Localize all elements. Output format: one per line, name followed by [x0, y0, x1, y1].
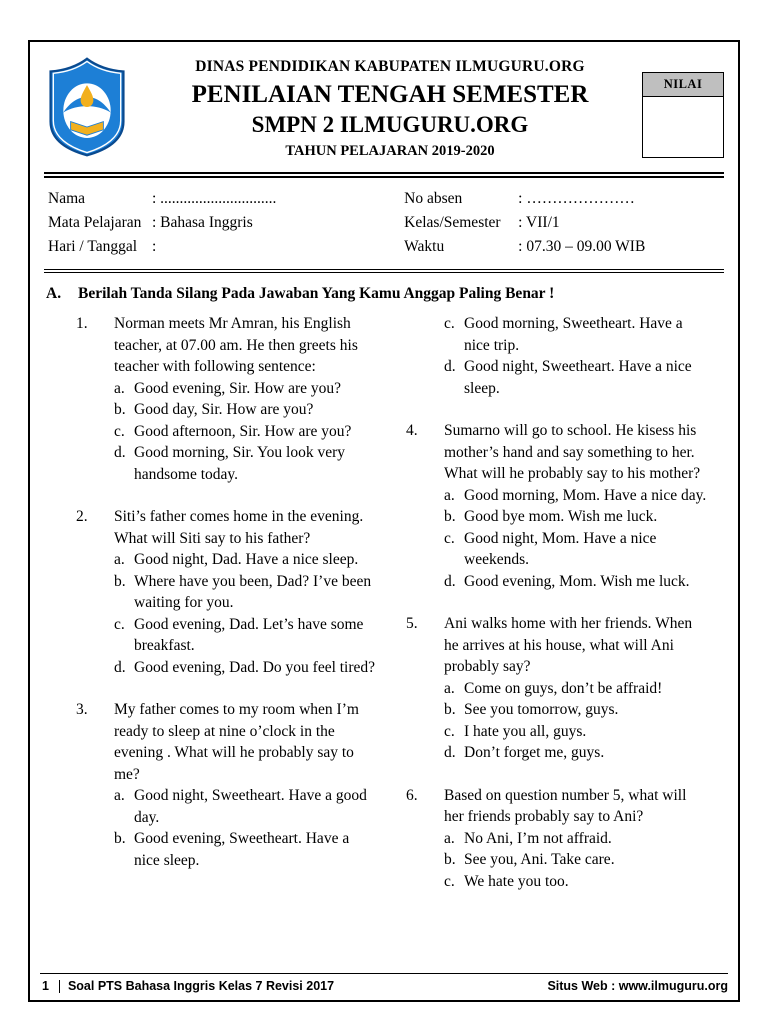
- question-text: Sumarno will go to school. He kisess his mother’s hand and say something to her. What will he probably say to his mother?: [444, 422, 701, 482]
- answer-option: [444, 571, 708, 593]
- document-header: [44, 56, 724, 163]
- question-text: My father comes to my room when I’m ready to sleep at nine o’clock in the evening . What will he probably say to me?: [114, 701, 359, 783]
- info-value: : VII/1: [518, 214, 560, 231]
- answer-option: [444, 742, 708, 764]
- questions-area: [44, 313, 724, 913]
- question-text: Based on question number 5, what will her friends probably say to Ani?: [444, 786, 687, 825]
- header-school-year: TAHUN PELAJARAN 2019-2020: [285, 143, 495, 159]
- option-text: Good evening, Dad. Do you feel tired?: [134, 658, 376, 676]
- student-info-section: [44, 178, 724, 269]
- question-block: [406, 420, 708, 592]
- option-text: No Ani, I’m not affraid.: [464, 829, 612, 847]
- answer-options: [444, 313, 708, 399]
- option-letter: d.: [444, 572, 456, 590]
- section-a-instruction: Berilah Tanda Silang Pada Jawaban Yang Kamu Anggap Paling Benar !: [78, 285, 555, 302]
- info-row-no-absen: [404, 187, 720, 211]
- question-row: [406, 420, 708, 485]
- option-letter: a.: [444, 486, 455, 504]
- questions-right-column: [406, 313, 708, 913]
- question-number: 3.: [76, 701, 88, 718]
- option-letter: c.: [444, 722, 455, 740]
- info-value: :: [152, 238, 157, 255]
- answer-options: [114, 785, 378, 871]
- header-department-line: DINAS PENDIDIKAN KABUPATEN ILMUGURU.ORG: [195, 58, 585, 75]
- answer-option: [114, 549, 378, 571]
- header-title-block: [138, 56, 642, 160]
- question-row: [76, 313, 378, 378]
- option-letter: a.: [444, 829, 455, 847]
- option-text: Good evening, Sir. How are you?: [134, 379, 342, 397]
- option-text: Where have you been, Dad? I’ve been waiting for you.: [134, 572, 372, 611]
- option-text: See you, Ani. Take care.: [464, 851, 615, 868]
- info-label: Nama: [48, 190, 86, 207]
- answer-option: [114, 614, 378, 657]
- question-block: [406, 785, 708, 893]
- info-row-hari-tanggal: [48, 235, 404, 259]
- option-text: Good bye mom. Wish me luck.: [464, 508, 658, 525]
- info-value: : ..............................: [152, 190, 277, 207]
- option-letter: a.: [444, 679, 455, 697]
- answer-option: [444, 849, 708, 871]
- question-block: [406, 313, 708, 399]
- footer-separator: [59, 980, 60, 993]
- answer-options: [444, 678, 708, 764]
- header-exam-title: PENILAIAN TENGAH SEMESTER: [191, 81, 589, 108]
- option-text: Good evening, Dad. Let’s have some breakfast.: [134, 615, 364, 654]
- option-letter: b.: [444, 508, 456, 525]
- question-row: [76, 506, 378, 549]
- info-label: Mata Pelajaran: [48, 214, 142, 231]
- option-text: Good evening, Mom. Wish me luck.: [464, 572, 690, 590]
- option-letter: c.: [114, 422, 125, 440]
- option-letter: b.: [444, 701, 456, 718]
- option-text: I hate you all, guys.: [464, 722, 587, 740]
- option-text: Good morning, Sweetheart. Have a nice trip.: [464, 315, 683, 354]
- option-text: Good morning, Sir. You look very handsome today.: [134, 444, 345, 483]
- info-value: : Bahasa Inggris: [152, 214, 253, 231]
- question-number: 6.: [406, 786, 418, 804]
- option-text: Good day, Sir. How are you?: [134, 401, 314, 418]
- student-info-left-column: [48, 187, 404, 259]
- question-block: [76, 699, 378, 871]
- option-letter: b.: [444, 851, 456, 868]
- page-border-frame: [28, 40, 740, 1002]
- answer-option: [444, 506, 708, 528]
- answer-option: [444, 485, 708, 507]
- footer-website: Situs Web : www.ilmuguru.org: [547, 979, 728, 993]
- footer-left-group: [40, 979, 334, 993]
- info-row-mata-pelajaran: [48, 211, 404, 235]
- question-row: [76, 699, 378, 785]
- answer-option: [444, 699, 708, 721]
- question-block: [76, 313, 378, 485]
- question-text: Siti’s father comes home in the evening. What will Siti say to his father?: [114, 508, 364, 547]
- option-text: Good night, Mom. Have a nice weekends.: [464, 529, 657, 568]
- answer-option: [114, 442, 378, 485]
- option-letter: d.: [114, 658, 126, 676]
- option-text: Good evening, Sweetheart. Have a nice sleep.: [134, 830, 350, 869]
- option-letter: a.: [114, 551, 125, 568]
- option-text: Good night, Dad. Have a nice sleep.: [134, 551, 359, 568]
- option-text: Good night, Sweetheart. Have a good day.: [134, 787, 367, 826]
- option-letter: d.: [114, 444, 126, 461]
- answer-option: [114, 657, 378, 679]
- option-letter: c.: [444, 315, 455, 332]
- grade-box-empty-field: [643, 97, 723, 157]
- question-block: [76, 506, 378, 678]
- question-row: [406, 613, 708, 678]
- footer-document-title: Soal PTS Bahasa Inggris Kelas 7 Revisi 2017: [67, 979, 335, 993]
- info-label: Hari / Tanggal: [48, 238, 138, 255]
- option-letter: c.: [444, 872, 455, 890]
- header-school-name: SMPN 2 ILMUGURU.ORG: [251, 112, 529, 137]
- answer-options: [444, 485, 708, 593]
- student-info-right-column: [404, 187, 720, 259]
- option-text: Come on guys, don’t be affraid!: [464, 679, 663, 697]
- answer-option: [444, 678, 708, 700]
- question-number: 2.: [76, 508, 88, 525]
- page-footer: [40, 973, 728, 993]
- grade-box-label: NILAI: [643, 73, 723, 97]
- option-text: Don’t forget me, guys.: [464, 744, 605, 761]
- info-label: Kelas/Semester: [404, 214, 501, 231]
- option-letter: c.: [444, 529, 455, 547]
- tut-wuri-handayani-logo: [44, 56, 138, 163]
- answer-options: [114, 549, 378, 678]
- question-number: 4.: [406, 422, 418, 439]
- info-value: : 07.30 – 09.00 WIB: [518, 238, 646, 255]
- answer-options: [114, 378, 378, 486]
- question-number: 1.: [76, 315, 88, 332]
- option-letter: b.: [114, 401, 126, 418]
- answer-option: [444, 313, 708, 356]
- footer-page-number: 1: [42, 979, 49, 993]
- info-label: Waktu: [404, 238, 445, 255]
- answer-option: [444, 871, 708, 893]
- grade-box: [642, 72, 724, 158]
- answer-option: [444, 356, 708, 399]
- option-letter: d.: [444, 744, 456, 761]
- info-label: No absen: [404, 190, 463, 207]
- option-text: Good afternoon, Sir. How are you?: [134, 422, 352, 440]
- option-letter: b.: [114, 572, 126, 590]
- option-letter: a.: [114, 787, 125, 804]
- question-row: [406, 785, 708, 828]
- answer-option: [114, 399, 378, 421]
- answer-option: [444, 528, 708, 571]
- answer-option: [114, 421, 378, 443]
- answer-option: [114, 571, 378, 614]
- answer-option: [114, 785, 378, 828]
- info-value: : …………………: [518, 190, 635, 207]
- option-letter: d.: [444, 358, 456, 375]
- section-a-label: A.: [46, 285, 62, 302]
- answer-option: [444, 721, 708, 743]
- answer-option: [444, 828, 708, 850]
- section-a-heading: [46, 285, 724, 303]
- answer-options: [444, 828, 708, 893]
- option-letter: a.: [114, 379, 125, 397]
- info-divider-rule: [44, 269, 724, 273]
- option-letter: b.: [114, 830, 126, 847]
- question-text: Norman meets Mr Amran, his English teacher, at 07.00 am. He then greets his teacher with following sentence:: [114, 315, 358, 375]
- questions-left-column: [76, 313, 378, 913]
- option-text: Good night, Sweetheart. Have a nice sleep.: [464, 358, 692, 397]
- info-row-waktu: [404, 235, 720, 259]
- question-block: [406, 613, 708, 764]
- answer-option: [114, 828, 378, 871]
- school-logo-icon: [46, 56, 128, 158]
- info-row-kelas-semester: [404, 211, 720, 235]
- option-letter: c.: [114, 615, 125, 633]
- answer-option: [114, 378, 378, 400]
- question-number: 5.: [406, 615, 418, 632]
- info-row-nama: [48, 187, 404, 211]
- question-text: Ani walks home with her friends. When he arrives at his house, what will Ani probably say?: [444, 615, 693, 675]
- option-text: See you tomorrow, guys.: [464, 701, 619, 718]
- option-text: Good morning, Mom. Have a nice day.: [464, 486, 707, 504]
- option-text: We hate you too.: [464, 872, 569, 890]
